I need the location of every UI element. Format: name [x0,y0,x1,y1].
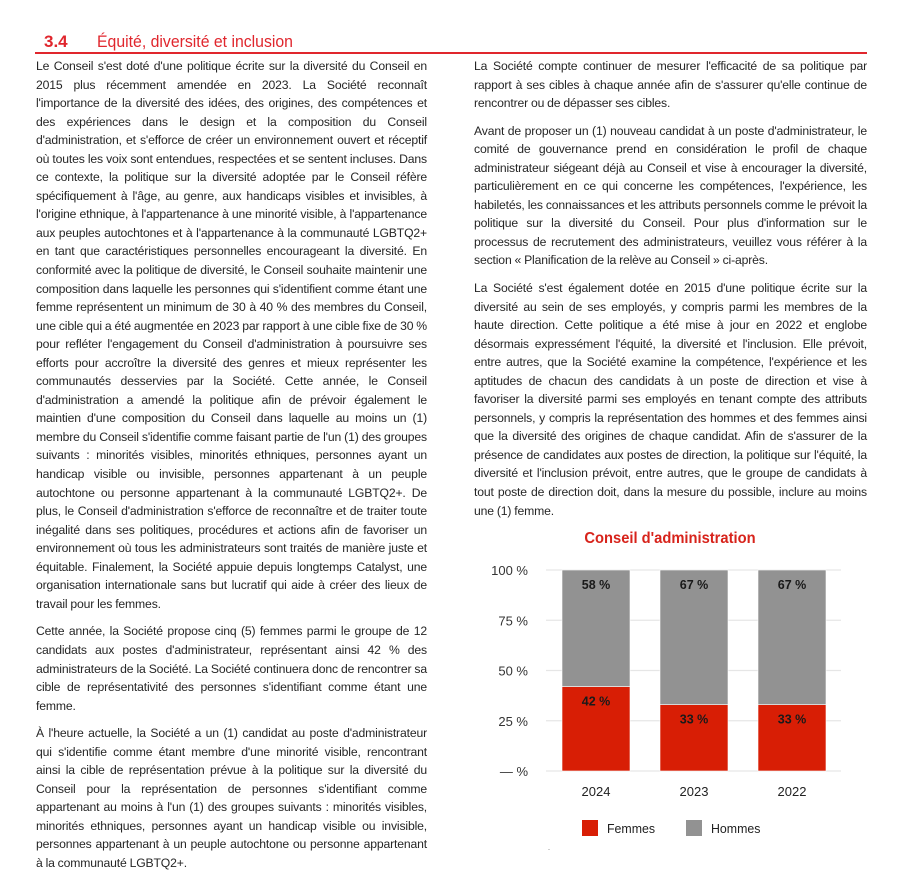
y-tick-label: 25 % [498,713,528,729]
x-tick-label: 2024 [581,784,611,799]
left-column [36,57,427,882]
board-gender-chart [470,520,870,860]
chart-title: Conseil d'administration [584,530,756,547]
y-tick-label: 100 % [491,563,528,578]
data-label: 67 % [679,578,709,592]
right-column [474,57,867,529]
chart-legend [582,820,791,836]
legend-label-hommes: Hommes [710,820,760,836]
y-tick-label: 50 % [498,663,528,679]
x-tick-label: 2022 [777,784,807,799]
paragraph: Cette année, la Société propose cinq (5) femmes parmi le groupe de 12 candidats aux postes d'administrateur, représentant ainsi 42 % des administrateurs de la Société. La Société continuera donc de rencontrer sa cible de représentativité des personnes s'identifiant comme étant une femme. [36,624,427,713]
legend-item-femmes [582,820,658,836]
data-label: 33 % [777,712,807,727]
paragraph: Le Conseil s'est doté d'une politique écrite sur la diversité du Conseil en 2015 plus récemment amendée en 2023. La Société reconnaît l'importance de la diversité des idées, des origines, des compétences et des expériences dans le design et la composition du Conseil d'administration, et s'efforce de créer un environnement ouvert et réceptif où toutes les voix sont entendues, respectées et se sentent incluses. Dans ce contexte, la politique sur la diversité adoptée par le Conseil réfère spécifiquement à l'âge, au genre, aux handicaps visibles et invisibles, à l'origine ethnique, à l'appartenance à une minorité visible, à l'appartenance aux peuples autochtones et à l'appartenance à la communauté LGBTQ2+ en tant que caractéristiques personnelles encourageant la diversité. En conformité avec la politique de diversité, le Conseil souhaite maintenir une composition dans laquelle les personnes qui s'identifient comme étant une femme représentent un minimum de 30 à 40 % des membres du Conseil, une cible qui a été augmentée en 2023 par rapport à une cible fixe de 30 % pour refléter l'engagement du Conseil d'administration à poursuivre ses efforts pour accroître la diversité des genres et mieux représenter les communautés desservies par la Société. Cette année, le Conseil d'administration a amendé la politique afin de prévoir également le maintien d'une composition du Conseil dans laquelle au moins un (1) membre du Conseil s'identifie comme faisant partie de l'un (1) des groupes suivants : minorités visibles, minorités ethniques, personnes ayant un handicap visible ou invisible, personnes appartenant à un peuple autochtone ou personne appartenant à la communauté LGBTQ2+. De plus, le Conseil d'administration s'efforce de reconnaître et de traiter toute inégalité dans ses politiques, procédures et actions afin de favoriser un environnement où tous les administrateurs sont traités de manière juste et équitable. Finalement, la Société appuie depuis longtemps Catalyst, une organisation internationale sans but lucratif qui aide à créer des lieux de travail pour les femmes. [36,59,427,611]
data-label: 67 % [777,578,807,592]
legend-label-femmes: Femmes [607,820,656,836]
paragraph: À l'heure actuelle, la Société a un (1) candidat au poste d'administrateur qui s'identifie comme étant membre d'une minorité visible, rencontrant ainsi la cible de représentation prévue à la politique sur la diversité du Conseil pour la représentation de personnes s'identifiant comme appartenant au moins à l'un (1) des groupes suivants : minorités visibles, minorités ethniques, personnes ayant un handicap visible ou invisible, personnes appartenant à un peuple autochtone ou personne appartenant à la communauté LGBTQ2+. [36,726,427,870]
x-tick-label: 2023 [679,784,709,799]
legend-item-hommes [686,820,763,836]
paragraph: La Société s'est également dotée en 2015 d'une politique écrite sur la diversité au sein de ses employés, y compris parmi les membres de la haute direction. Cette politique a été mise à jour en 2022 et englobe désormais expressément l'équité, la diversité et l'inclusion. Elle prévoit, entre autres, que la Société examine la compétence, l'expérience et les aptitudes de chacun des candidats à un poste de direction et vise à favoriser la diversité parmi ses employés en tenant compte des attributs personnels, y compris la représentation des hommes et des femmes ainsi que la diversité des origines de chaque candidat. Afin de s'assurer de la présence de candidates aux postes de direction, la politique sur l'équité, la diversité et l'inclusion prévoit, entre autres, que le groupe de candidats à tout poste de direction doit, dans la mesure du possible, inclure au moins une (1) femme. [474,281,867,518]
data-label: 58 % [581,578,611,592]
y-tick-label: 75 % [498,613,528,629]
legend-swatch-femmes [582,820,598,836]
data-label: 42 % [581,694,611,709]
section-header [35,30,867,54]
legend-swatch-hommes [686,820,702,836]
chart-plot [470,520,870,820]
paragraph: Avant de proposer un (1) nouveau candidat à un poste d'administrateur, le comité de gouvernance prend en considération le profil de chaque administrateur siégeant déjà au Conseil et vise à encourager la diversité, particulièrement en ce qui concerne les compétences, l'expérience, les habiletés, les connaissances et les attributs personnels comme le prévoit la politique sur la diversité du Conseil. Pour plus d'information sur le processus de recrutement des administrateurs, veuillez vous référer à la section « Planification de la relève au Conseil » ci-après. [474,123,867,268]
section-title: Équité, diversité et inclusion [97,32,293,51]
stray-mark [548,849,550,850]
data-label: 33 % [679,712,709,727]
paragraph: La Société compte continuer de mesurer l'efficacité de sa politique par rapport à ses cibles à chaque année afin de s'assurer qu'elle continue de rencontrer ou de dépasser ses cibles. [474,59,867,111]
y-tick-label: — % [499,764,528,779]
section-number: 3.4 [44,32,68,51]
